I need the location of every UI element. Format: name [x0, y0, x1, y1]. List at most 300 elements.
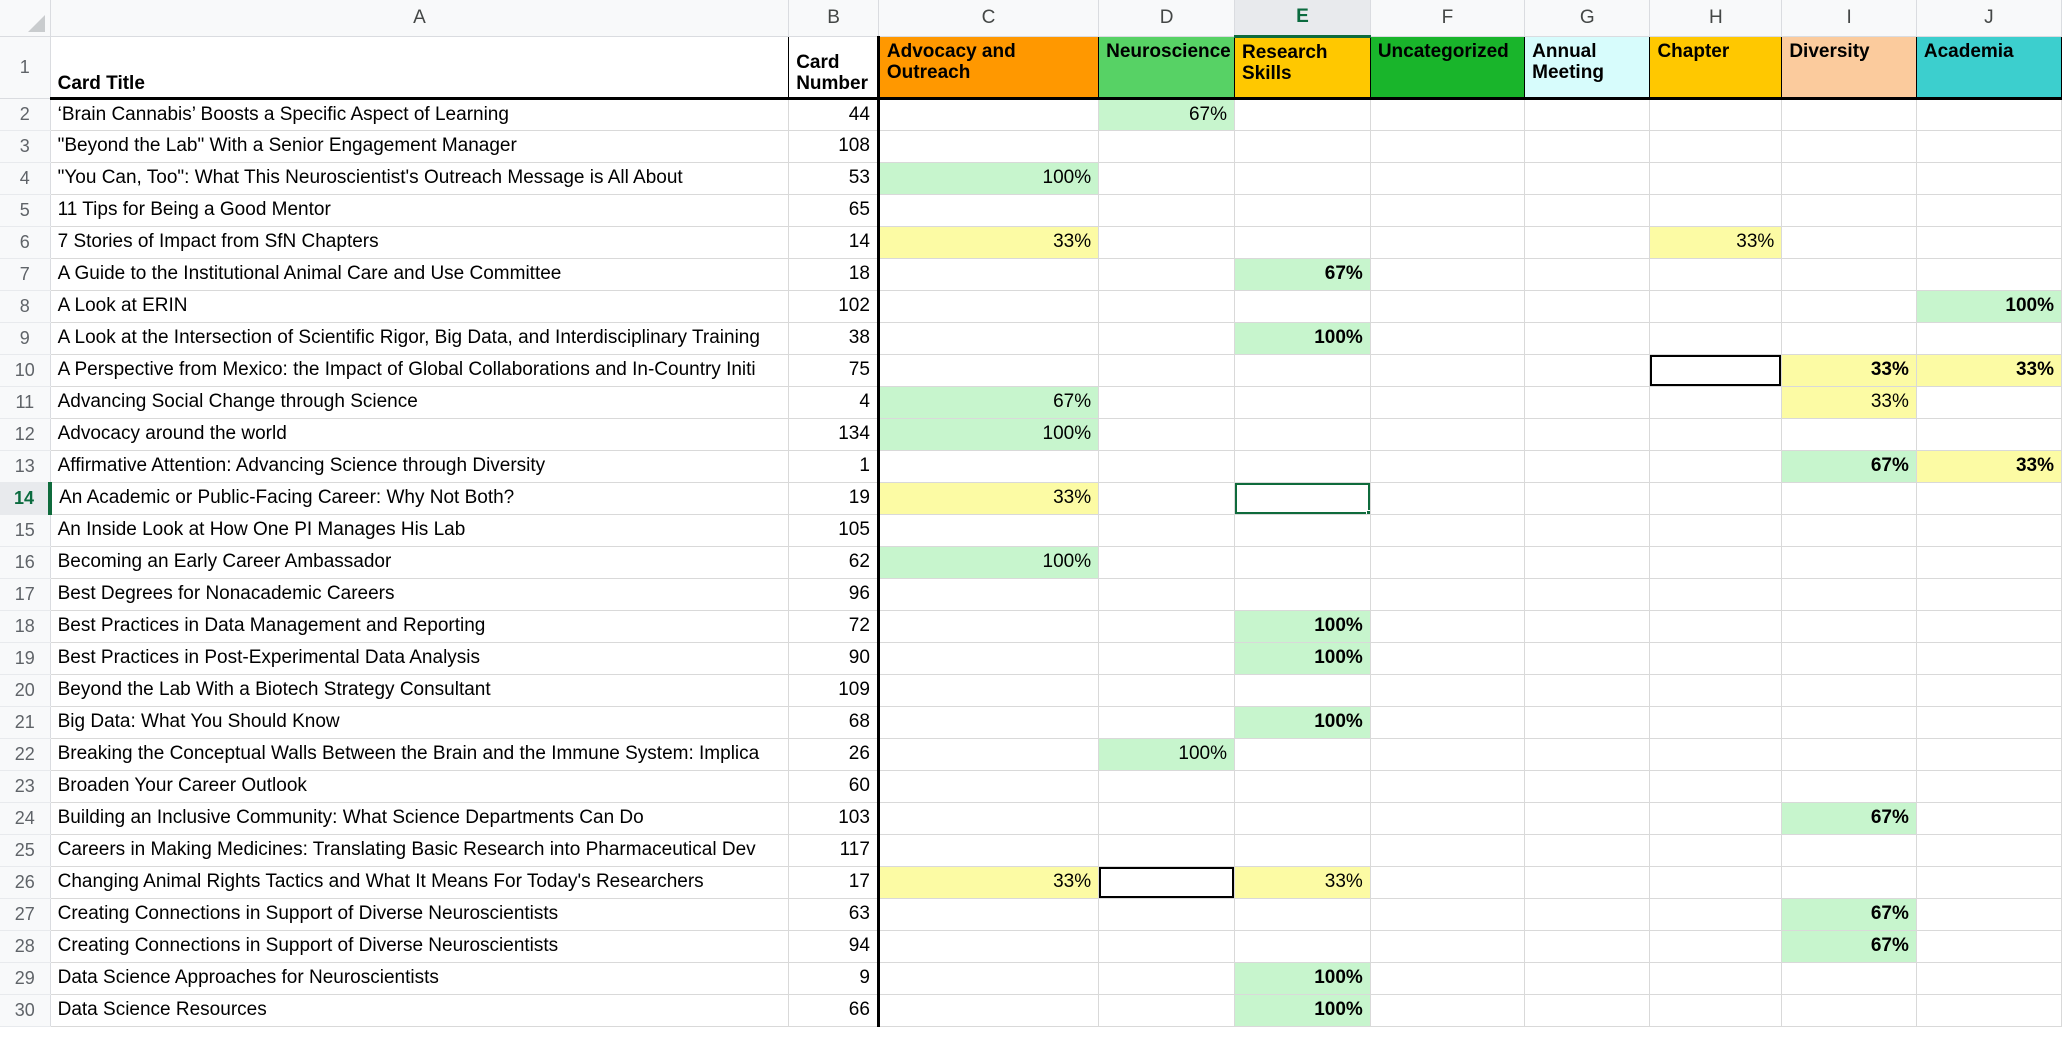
- cell-score-1[interactable]: [878, 706, 1098, 738]
- cell-card-title[interactable]: 7 Stories of Impact from SfN Chapters: [50, 226, 789, 258]
- cell-score-7[interactable]: 33%: [1782, 386, 1917, 418]
- cell-score-3[interactable]: [1234, 226, 1370, 258]
- cell-score-1[interactable]: [878, 898, 1098, 930]
- column-header-f[interactable]: F: [1370, 0, 1524, 36]
- cell-card-title[interactable]: Affirmative Attention: Advancing Science through Diversity: [50, 450, 789, 482]
- cell-score-8[interactable]: [1916, 98, 2061, 130]
- cell-score-8[interactable]: 33%: [1916, 354, 2061, 386]
- cell-score-2[interactable]: 67%: [1099, 98, 1235, 130]
- row-number[interactable]: 26: [0, 866, 50, 898]
- cell-score-5[interactable]: [1525, 194, 1650, 226]
- cell-score-2[interactable]: [1099, 162, 1235, 194]
- cell-score-4[interactable]: [1370, 738, 1524, 770]
- cell-score-7[interactable]: [1782, 770, 1917, 802]
- cell-score-8[interactable]: [1916, 258, 2061, 290]
- cell-score-4[interactable]: [1370, 930, 1524, 962]
- cell-score-1[interactable]: [878, 354, 1098, 386]
- cell-card-number[interactable]: 72: [789, 610, 879, 642]
- cell-score-3[interactable]: [1234, 578, 1370, 610]
- cell-card-number[interactable]: 109: [789, 674, 879, 706]
- cell-card-title[interactable]: An Inside Look at How One PI Manages His Lab: [50, 514, 789, 546]
- cell-score-7[interactable]: 67%: [1782, 802, 1917, 834]
- cell-score-6[interactable]: [1650, 354, 1782, 386]
- cell-score-4[interactable]: [1370, 994, 1524, 1026]
- column-header-b[interactable]: B: [789, 0, 879, 36]
- cell-score-5[interactable]: [1525, 226, 1650, 258]
- cell-score-4[interactable]: [1370, 802, 1524, 834]
- cell-score-6[interactable]: [1650, 738, 1782, 770]
- cell-score-1[interactable]: [878, 130, 1098, 162]
- cell-score-3[interactable]: 100%: [1234, 962, 1370, 994]
- cell-score-3[interactable]: 100%: [1234, 322, 1370, 354]
- cell-score-1[interactable]: 100%: [878, 162, 1098, 194]
- cell-score-5[interactable]: [1525, 738, 1650, 770]
- cell-card-number[interactable]: 68: [789, 706, 879, 738]
- cell-score-5[interactable]: [1525, 98, 1650, 130]
- cell-score-6[interactable]: [1650, 674, 1782, 706]
- cell-score-8[interactable]: [1916, 578, 2061, 610]
- cell-score-6[interactable]: [1650, 962, 1782, 994]
- cell-score-4[interactable]: [1370, 226, 1524, 258]
- cell-card-number[interactable]: 96: [789, 578, 879, 610]
- cell-score-6[interactable]: [1650, 578, 1782, 610]
- cell-card-title[interactable]: Best Practices in Post-Experimental Data Analysis: [50, 642, 789, 674]
- cell-score-3[interactable]: [1234, 290, 1370, 322]
- cell-score-5[interactable]: [1525, 770, 1650, 802]
- cell-score-7[interactable]: [1782, 130, 1917, 162]
- column-header-a[interactable]: A: [50, 0, 789, 36]
- cell-score-7[interactable]: [1782, 706, 1917, 738]
- cell-card-number[interactable]: 26: [789, 738, 879, 770]
- cell-score-4[interactable]: [1370, 418, 1524, 450]
- cell-score-2[interactable]: [1099, 546, 1235, 578]
- cell-score-8[interactable]: [1916, 962, 2061, 994]
- cell-score-3[interactable]: [1234, 418, 1370, 450]
- cell-score-8[interactable]: [1916, 130, 2061, 162]
- cell-card-title[interactable]: An Academic or Public-Facing Career: Why Not Both?: [50, 482, 789, 514]
- cell-score-3[interactable]: [1234, 802, 1370, 834]
- cell-score-6[interactable]: [1650, 258, 1782, 290]
- cell-score-7[interactable]: [1782, 674, 1917, 706]
- cell-score-4[interactable]: [1370, 610, 1524, 642]
- cell-score-4[interactable]: [1370, 770, 1524, 802]
- row-number[interactable]: 4: [0, 162, 50, 194]
- header-cell-category-4[interactable]: Uncategorized: [1370, 36, 1524, 98]
- cell-score-6[interactable]: 33%: [1650, 226, 1782, 258]
- cell-score-1[interactable]: [878, 258, 1098, 290]
- cell-score-5[interactable]: [1525, 802, 1650, 834]
- cell-score-8[interactable]: [1916, 866, 2061, 898]
- cell-card-number[interactable]: 1: [789, 450, 879, 482]
- header-cell-category-5[interactable]: Annual Meeting: [1525, 36, 1650, 98]
- cell-score-1[interactable]: 100%: [878, 546, 1098, 578]
- cell-score-2[interactable]: [1099, 418, 1235, 450]
- cell-card-number[interactable]: 94: [789, 930, 879, 962]
- row-number[interactable]: 5: [0, 194, 50, 226]
- row-number[interactable]: 22: [0, 738, 50, 770]
- row-number[interactable]: 20: [0, 674, 50, 706]
- cell-score-2[interactable]: [1099, 770, 1235, 802]
- cell-score-7[interactable]: 67%: [1782, 450, 1917, 482]
- cell-score-8[interactable]: [1916, 930, 2061, 962]
- column-header-h[interactable]: H: [1650, 0, 1782, 36]
- cell-score-4[interactable]: [1370, 386, 1524, 418]
- cell-score-8[interactable]: 33%: [1916, 450, 2061, 482]
- cell-score-3[interactable]: 100%: [1234, 610, 1370, 642]
- fill-handle[interactable]: [1366, 510, 1371, 515]
- cell-score-1[interactable]: [878, 578, 1098, 610]
- cell-card-number[interactable]: 90: [789, 642, 879, 674]
- cell-card-title[interactable]: Careers in Making Medicines: Translating Basic Research into Pharmaceutical Dev: [50, 834, 789, 866]
- cell-score-5[interactable]: [1525, 674, 1650, 706]
- row-number[interactable]: 23: [0, 770, 50, 802]
- cell-score-7[interactable]: [1782, 194, 1917, 226]
- cell-score-8[interactable]: [1916, 898, 2061, 930]
- cell-card-number[interactable]: 102: [789, 290, 879, 322]
- cell-score-8[interactable]: [1916, 994, 2061, 1026]
- cell-score-4[interactable]: [1370, 354, 1524, 386]
- cell-score-6[interactable]: [1650, 642, 1782, 674]
- cell-card-title[interactable]: Becoming an Early Career Ambassador: [50, 546, 789, 578]
- cell-score-6[interactable]: [1650, 194, 1782, 226]
- cell-score-4[interactable]: [1370, 866, 1524, 898]
- cell-score-7[interactable]: [1782, 514, 1917, 546]
- select-all-corner[interactable]: [0, 0, 50, 36]
- cell-score-8[interactable]: [1916, 770, 2061, 802]
- cell-card-number[interactable]: 134: [789, 418, 879, 450]
- cell-score-2[interactable]: [1099, 130, 1235, 162]
- cell-score-1[interactable]: [878, 834, 1098, 866]
- cell-score-1[interactable]: 67%: [878, 386, 1098, 418]
- cell-card-number[interactable]: 4: [789, 386, 879, 418]
- cell-score-3[interactable]: [1234, 194, 1370, 226]
- cell-score-7[interactable]: [1782, 738, 1917, 770]
- cell-score-5[interactable]: [1525, 290, 1650, 322]
- cell-card-title[interactable]: Creating Connections in Support of Diverse Neuroscientists: [50, 930, 789, 962]
- cell-score-2[interactable]: [1099, 898, 1235, 930]
- cell-score-4[interactable]: [1370, 898, 1524, 930]
- cell-card-title[interactable]: Creating Connections in Support of Diverse Neuroscientists: [50, 898, 789, 930]
- cell-score-5[interactable]: [1525, 482, 1650, 514]
- cell-card-number[interactable]: 108: [789, 130, 879, 162]
- row-number[interactable]: 1: [0, 36, 50, 98]
- cell-score-1[interactable]: [878, 994, 1098, 1026]
- cell-score-8[interactable]: [1916, 738, 2061, 770]
- cell-card-number[interactable]: 117: [789, 834, 879, 866]
- cell-score-7[interactable]: [1782, 482, 1917, 514]
- cell-score-6[interactable]: [1650, 994, 1782, 1026]
- cell-card-title[interactable]: Changing Animal Rights Tactics and What It Means For Today's Researchers: [50, 866, 789, 898]
- row-number[interactable]: 12: [0, 418, 50, 450]
- cell-score-2[interactable]: [1099, 578, 1235, 610]
- cell-score-2[interactable]: [1099, 674, 1235, 706]
- row-number[interactable]: 3: [0, 130, 50, 162]
- cell-score-2[interactable]: [1099, 930, 1235, 962]
- cell-card-number[interactable]: 53: [789, 162, 879, 194]
- cell-score-3[interactable]: 100%: [1234, 994, 1370, 1026]
- row-number[interactable]: 28: [0, 930, 50, 962]
- cell-card-number[interactable]: 38: [789, 322, 879, 354]
- cell-score-3[interactable]: [1234, 386, 1370, 418]
- cell-score-2[interactable]: [1099, 610, 1235, 642]
- header-cell-card-number[interactable]: Card Number: [789, 36, 879, 98]
- cell-card-number[interactable]: 17: [789, 866, 879, 898]
- cell-card-number[interactable]: 62: [789, 546, 879, 578]
- cell-score-6[interactable]: [1650, 386, 1782, 418]
- cell-card-title[interactable]: Breaking the Conceptual Walls Between the Brain and the Immune System: Implica: [50, 738, 789, 770]
- cell-score-3[interactable]: [1234, 770, 1370, 802]
- cell-score-4[interactable]: [1370, 450, 1524, 482]
- cell-score-7[interactable]: [1782, 578, 1917, 610]
- cell-score-3[interactable]: [1234, 674, 1370, 706]
- cell-score-5[interactable]: [1525, 866, 1650, 898]
- cell-score-6[interactable]: [1650, 930, 1782, 962]
- cell-score-2[interactable]: [1099, 706, 1235, 738]
- cell-card-title[interactable]: Building an Inclusive Community: What Science Departments Can Do: [50, 802, 789, 834]
- cell-card-title[interactable]: Advocacy around the world: [50, 418, 789, 450]
- cell-score-3[interactable]: [1234, 482, 1370, 514]
- cell-card-title[interactable]: Data Science Approaches for Neuroscientists: [50, 962, 789, 994]
- cell-score-2[interactable]: [1099, 962, 1235, 994]
- row-number[interactable]: 19: [0, 642, 50, 674]
- cell-card-number[interactable]: 105: [789, 514, 879, 546]
- cell-score-7[interactable]: [1782, 642, 1917, 674]
- cell-score-8[interactable]: [1916, 482, 2061, 514]
- cell-score-3[interactable]: [1234, 834, 1370, 866]
- row-number[interactable]: 7: [0, 258, 50, 290]
- row-number[interactable]: 25: [0, 834, 50, 866]
- cell-card-number[interactable]: 63: [789, 898, 879, 930]
- column-header-i[interactable]: I: [1782, 0, 1917, 36]
- cell-score-5[interactable]: [1525, 834, 1650, 866]
- cell-score-4[interactable]: [1370, 674, 1524, 706]
- cell-score-6[interactable]: [1650, 834, 1782, 866]
- cell-score-5[interactable]: [1525, 162, 1650, 194]
- cell-score-1[interactable]: [878, 674, 1098, 706]
- cell-score-2[interactable]: [1099, 514, 1235, 546]
- header-cell-category-7[interactable]: Diversity: [1782, 36, 1917, 98]
- cell-score-5[interactable]: [1525, 386, 1650, 418]
- cell-card-number[interactable]: 65: [789, 194, 879, 226]
- row-number[interactable]: 29: [0, 962, 50, 994]
- cell-score-1[interactable]: [878, 930, 1098, 962]
- cell-score-4[interactable]: [1370, 130, 1524, 162]
- cell-score-6[interactable]: [1650, 802, 1782, 834]
- cell-score-8[interactable]: [1916, 514, 2061, 546]
- cell-card-title[interactable]: Best Degrees for Nonacademic Careers: [50, 578, 789, 610]
- cell-score-5[interactable]: [1525, 642, 1650, 674]
- cell-score-4[interactable]: [1370, 194, 1524, 226]
- cell-score-3[interactable]: [1234, 898, 1370, 930]
- cell-card-title[interactable]: 11 Tips for Being a Good Mentor: [50, 194, 789, 226]
- cell-score-3[interactable]: [1234, 930, 1370, 962]
- cell-score-6[interactable]: [1650, 98, 1782, 130]
- cell-score-7[interactable]: [1782, 98, 1917, 130]
- cell-score-8[interactable]: [1916, 802, 2061, 834]
- row-number[interactable]: 8: [0, 290, 50, 322]
- row-number[interactable]: 27: [0, 898, 50, 930]
- cell-score-8[interactable]: [1916, 674, 2061, 706]
- cell-score-1[interactable]: [878, 450, 1098, 482]
- cell-score-1[interactable]: [878, 194, 1098, 226]
- cell-score-1[interactable]: [878, 802, 1098, 834]
- cell-score-8[interactable]: [1916, 642, 2061, 674]
- cell-score-3[interactable]: 100%: [1234, 706, 1370, 738]
- cell-card-title[interactable]: Big Data: What You Should Know: [50, 706, 789, 738]
- cell-score-5[interactable]: [1525, 450, 1650, 482]
- cell-score-7[interactable]: [1782, 546, 1917, 578]
- cell-score-7[interactable]: [1782, 290, 1917, 322]
- cell-score-1[interactable]: [878, 98, 1098, 130]
- cell-score-7[interactable]: 33%: [1782, 354, 1917, 386]
- cell-score-5[interactable]: [1525, 962, 1650, 994]
- cell-score-6[interactable]: [1650, 450, 1782, 482]
- column-header-c[interactable]: C: [878, 0, 1098, 36]
- cell-score-2[interactable]: [1099, 386, 1235, 418]
- cell-score-3[interactable]: [1234, 354, 1370, 386]
- cell-score-2[interactable]: [1099, 866, 1235, 898]
- cell-score-4[interactable]: [1370, 642, 1524, 674]
- cell-score-5[interactable]: [1525, 578, 1650, 610]
- cell-score-7[interactable]: 67%: [1782, 930, 1917, 962]
- cell-score-6[interactable]: [1650, 770, 1782, 802]
- cell-score-1[interactable]: 100%: [878, 418, 1098, 450]
- cell-score-4[interactable]: [1370, 962, 1524, 994]
- cell-card-title[interactable]: Beyond the Lab With a Biotech Strategy Consultant: [50, 674, 789, 706]
- row-number[interactable]: 14: [0, 482, 50, 514]
- cell-score-4[interactable]: [1370, 482, 1524, 514]
- row-number[interactable]: 17: [0, 578, 50, 610]
- cell-score-6[interactable]: [1650, 866, 1782, 898]
- cell-score-8[interactable]: [1916, 834, 2061, 866]
- cell-score-2[interactable]: [1099, 994, 1235, 1026]
- cell-score-1[interactable]: 33%: [878, 482, 1098, 514]
- cell-score-2[interactable]: [1099, 802, 1235, 834]
- cell-score-5[interactable]: [1525, 546, 1650, 578]
- cell-score-4[interactable]: [1370, 162, 1524, 194]
- cell-score-2[interactable]: [1099, 258, 1235, 290]
- column-header-e[interactable]: E: [1234, 0, 1370, 36]
- cell-score-7[interactable]: [1782, 962, 1917, 994]
- cell-score-4[interactable]: [1370, 98, 1524, 130]
- cell-score-8[interactable]: [1916, 162, 2061, 194]
- cell-score-2[interactable]: [1099, 354, 1235, 386]
- cell-score-3[interactable]: [1234, 738, 1370, 770]
- cell-score-3[interactable]: 67%: [1234, 258, 1370, 290]
- cell-card-number[interactable]: 19: [789, 482, 879, 514]
- cell-score-8[interactable]: [1916, 610, 2061, 642]
- cell-score-7[interactable]: [1782, 834, 1917, 866]
- cell-score-5[interactable]: [1525, 514, 1650, 546]
- cell-card-title[interactable]: "You Can, Too": What This Neuroscientist's Outreach Message is All About: [50, 162, 789, 194]
- cell-score-4[interactable]: [1370, 578, 1524, 610]
- cell-score-3[interactable]: 33%: [1234, 866, 1370, 898]
- cell-score-3[interactable]: [1234, 546, 1370, 578]
- cell-card-number[interactable]: 66: [789, 994, 879, 1026]
- cell-score-4[interactable]: [1370, 322, 1524, 354]
- cell-score-5[interactable]: [1525, 130, 1650, 162]
- cell-score-6[interactable]: [1650, 322, 1782, 354]
- row-number[interactable]: 11: [0, 386, 50, 418]
- cell-score-7[interactable]: [1782, 994, 1917, 1026]
- cell-score-8[interactable]: 100%: [1916, 290, 2061, 322]
- cell-score-1[interactable]: [878, 642, 1098, 674]
- cell-score-3[interactable]: 100%: [1234, 642, 1370, 674]
- column-header-j[interactable]: J: [1916, 0, 2061, 36]
- cell-score-4[interactable]: [1370, 546, 1524, 578]
- cell-card-number[interactable]: 60: [789, 770, 879, 802]
- cell-score-3[interactable]: [1234, 162, 1370, 194]
- cell-card-number[interactable]: 103: [789, 802, 879, 834]
- cell-score-1[interactable]: 33%: [878, 866, 1098, 898]
- header-cell-category-1[interactable]: Advocacy and Outreach: [878, 36, 1098, 98]
- cell-score-7[interactable]: [1782, 162, 1917, 194]
- cell-score-1[interactable]: 33%: [878, 226, 1098, 258]
- cell-card-title[interactable]: "Beyond the Lab" With a Senior Engagement Manager: [50, 130, 789, 162]
- cell-score-5[interactable]: [1525, 994, 1650, 1026]
- cell-score-1[interactable]: [878, 290, 1098, 322]
- cell-score-4[interactable]: [1370, 290, 1524, 322]
- row-number[interactable]: 13: [0, 450, 50, 482]
- cell-score-4[interactable]: [1370, 706, 1524, 738]
- row-number[interactable]: 9: [0, 322, 50, 354]
- cell-score-6[interactable]: [1650, 418, 1782, 450]
- cell-score-2[interactable]: 100%: [1099, 738, 1235, 770]
- cell-score-1[interactable]: [878, 770, 1098, 802]
- header-cell-category-6[interactable]: Chapter: [1650, 36, 1782, 98]
- cell-card-title[interactable]: Best Practices in Data Management and Reporting: [50, 610, 789, 642]
- cell-score-5[interactable]: [1525, 322, 1650, 354]
- cell-score-5[interactable]: [1525, 898, 1650, 930]
- cell-card-number[interactable]: 9: [789, 962, 879, 994]
- cell-score-6[interactable]: [1650, 610, 1782, 642]
- column-header-d[interactable]: D: [1099, 0, 1235, 36]
- header-cell-category-2[interactable]: Neuroscience: [1099, 36, 1235, 98]
- cell-score-3[interactable]: [1234, 450, 1370, 482]
- cell-score-8[interactable]: [1916, 418, 2061, 450]
- cell-score-3[interactable]: [1234, 98, 1370, 130]
- cell-score-2[interactable]: [1099, 642, 1235, 674]
- cell-score-8[interactable]: [1916, 322, 2061, 354]
- header-cell-category-3[interactable]: Research Skills: [1234, 36, 1370, 98]
- cell-score-6[interactable]: [1650, 290, 1782, 322]
- cell-card-number[interactable]: 44: [789, 98, 879, 130]
- cell-score-5[interactable]: [1525, 418, 1650, 450]
- cell-score-2[interactable]: [1099, 834, 1235, 866]
- cell-score-1[interactable]: [878, 962, 1098, 994]
- cell-score-6[interactable]: [1650, 162, 1782, 194]
- row-number[interactable]: 10: [0, 354, 50, 386]
- cell-card-title[interactable]: A Perspective from Mexico: the Impact of Global Collaborations and In-Country Initi: [50, 354, 789, 386]
- row-number[interactable]: 18: [0, 610, 50, 642]
- cell-score-5[interactable]: [1525, 610, 1650, 642]
- cell-score-2[interactable]: [1099, 226, 1235, 258]
- cell-score-7[interactable]: [1782, 322, 1917, 354]
- cell-score-7[interactable]: [1782, 866, 1917, 898]
- cell-score-5[interactable]: [1525, 930, 1650, 962]
- cell-card-title[interactable]: Advancing Social Change through Science: [50, 386, 789, 418]
- cell-card-title[interactable]: A Look at the Intersection of Scientific Rigor, Big Data, and Interdisciplinary Training: [50, 322, 789, 354]
- cell-score-8[interactable]: [1916, 546, 2061, 578]
- cell-score-8[interactable]: [1916, 386, 2061, 418]
- cell-score-6[interactable]: [1650, 514, 1782, 546]
- cell-card-title[interactable]: Data Science Resources: [50, 994, 789, 1026]
- row-number[interactable]: 2: [0, 98, 50, 130]
- cell-score-4[interactable]: [1370, 514, 1524, 546]
- cell-card-number[interactable]: 18: [789, 258, 879, 290]
- row-number[interactable]: 21: [0, 706, 50, 738]
- cell-score-1[interactable]: [878, 738, 1098, 770]
